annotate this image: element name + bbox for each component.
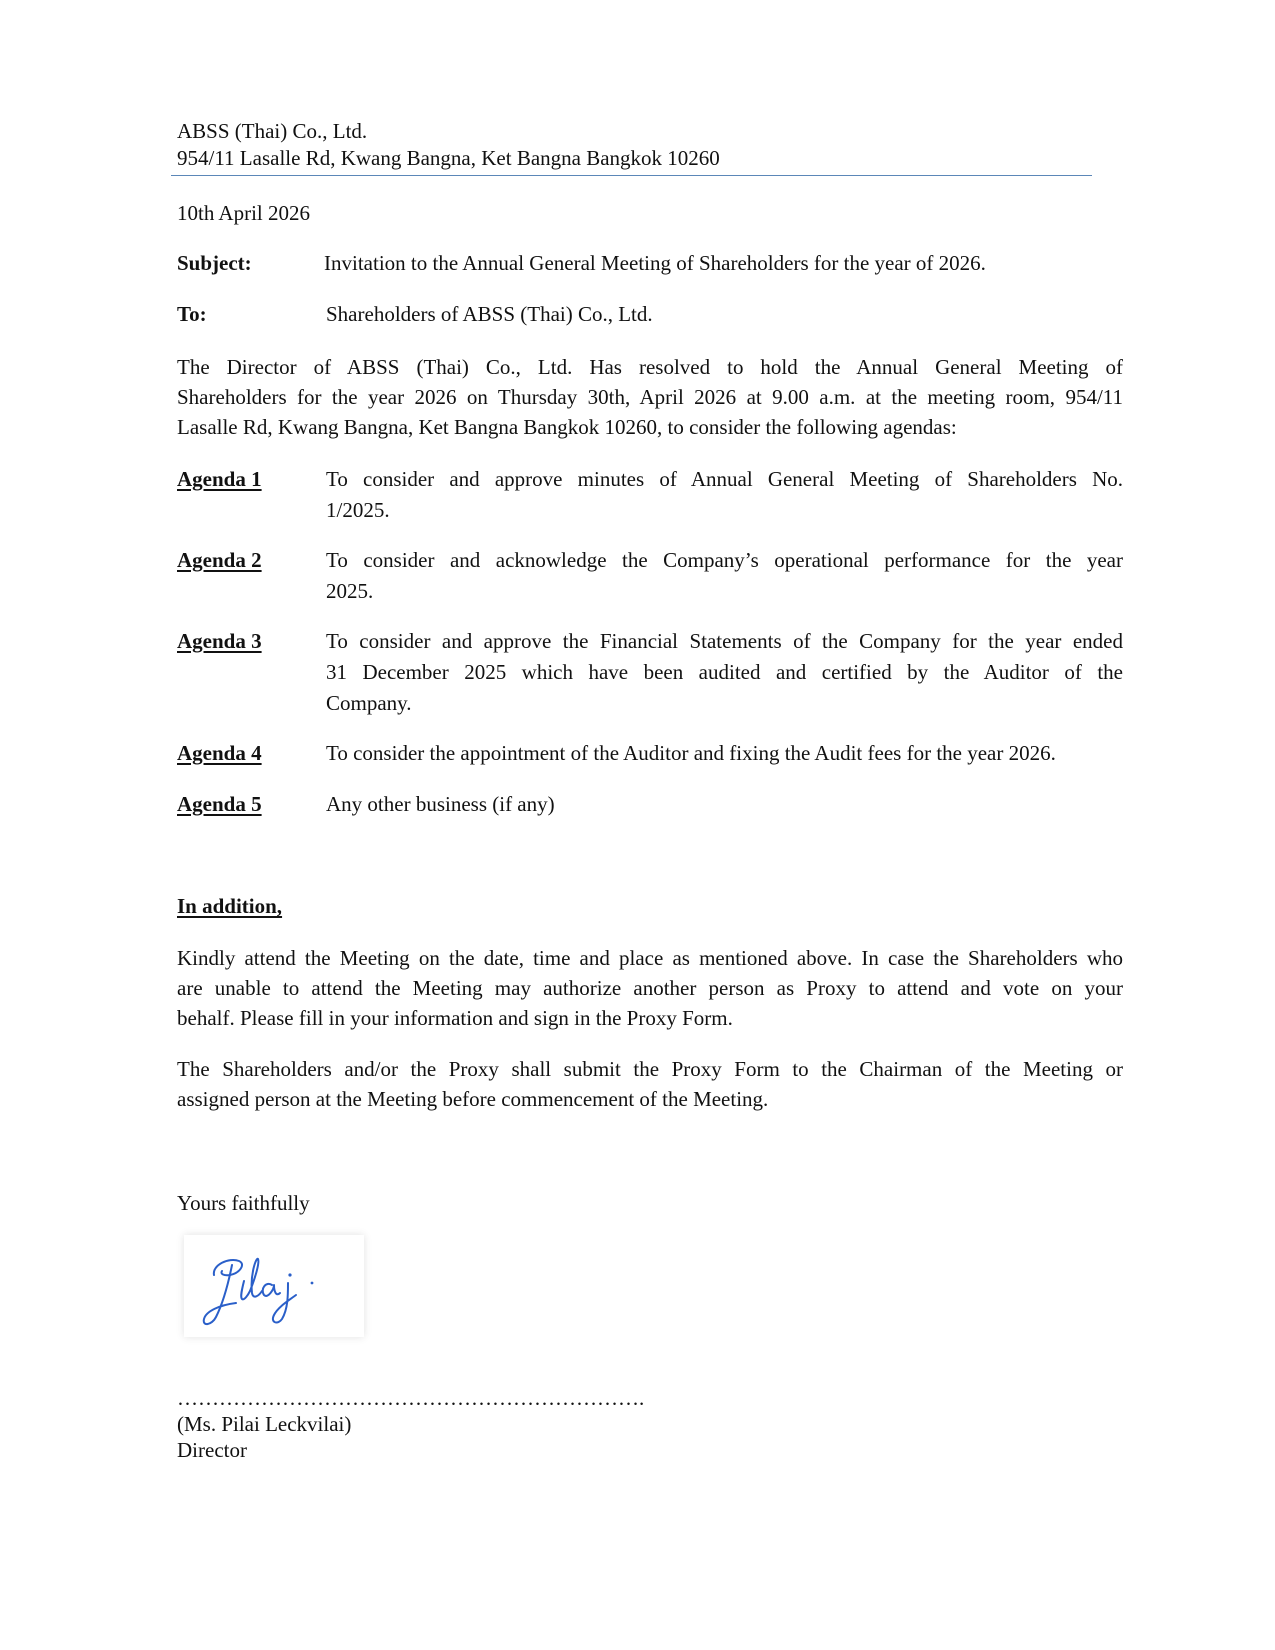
addition-line: Kindly attend the Meeting on the date, time and place as mentioned above. In case the Shareholders who <box>177 946 1123 970</box>
subject-text: Invitation to the Annual General Meeting of Shareholders for the year of 2026. <box>324 251 986 275</box>
agenda-1-label: Agenda 1 <box>177 467 262 491</box>
letter-date: 10th April 2026 <box>177 201 311 225</box>
agenda-line: 1/2025. <box>326 498 390 522</box>
header-rule <box>171 175 1092 176</box>
addition-line: are unable to attend the Meeting may authorize another person as Proxy to attend and vote on your <box>177 976 1123 1000</box>
agenda-2-label: Agenda 2 <box>177 548 262 572</box>
to-text: Shareholders of ABSS (Thai) Co., Ltd. <box>326 302 653 326</box>
intro-line: Shareholders for the year 2026 on Thursday 30th, April 2026 at 9.00 a.m. at the meeting room, 954/11 <box>177 385 1123 409</box>
signature-image <box>184 1235 364 1337</box>
company-name: ABSS (Thai) Co., Ltd. <box>177 119 368 143</box>
closing-salutation: Yours faithfully <box>177 1191 310 1215</box>
signature-dotted-line: …………………………………………………………. <box>177 1386 645 1410</box>
intro-line: The Director of ABSS (Thai) Co., Ltd. Has resolved to hold the Annual General Meeting of <box>177 355 1123 379</box>
agenda-line: To consider and approve the Financial Statements of the Company for the year ended <box>326 629 1123 653</box>
addition-heading: In addition, <box>177 894 283 918</box>
agenda-line: 31 December 2025 which have been audited and certified by the Auditor of the <box>326 660 1123 684</box>
addition-paragraph-2 <box>177 1054 1123 1114</box>
agenda-3-label: Agenda 3 <box>177 629 262 653</box>
intro-line: Lasalle Rd, Kwang Bangna, Ket Bangna Bangkok 10260, to consider the following agendas: <box>177 415 957 439</box>
to-label: To: <box>177 302 207 326</box>
agenda-line: To consider the appointment of the Auditor and fixing the Audit fees for the year 2026. <box>326 741 1056 765</box>
signatory-title: Director <box>177 1438 247 1462</box>
subject-label: Subject: <box>177 251 252 275</box>
intro-paragraph <box>177 352 1123 442</box>
signatory-name: (Ms. Pilai Leckvilai) <box>177 1412 352 1436</box>
agenda-3-text <box>326 628 1123 716</box>
addition-paragraph-1 <box>177 943 1123 1033</box>
agenda-line: To consider and approve minutes of Annual General Meeting of Shareholders No. <box>326 467 1123 491</box>
addition-line: behalf. Please fill in your information and sign in the Proxy Form. <box>177 1006 733 1030</box>
signature-drawing <box>184 1235 364 1337</box>
agenda-2-text <box>326 547 1123 604</box>
agenda-line: To consider and acknowledge the Company’s operational performance for the year <box>326 548 1123 572</box>
company-address: 954/11 Lasalle Rd, Kwang Bangna, Ket Bangna Bangkok 10260 <box>177 146 720 170</box>
agenda-4-label: Agenda 4 <box>177 741 262 765</box>
agenda-1-text <box>326 466 1123 523</box>
addition-line: assigned person at the Meeting before commencement of the Meeting. <box>177 1087 769 1111</box>
addition-line: The Shareholders and/or the Proxy shall submit the Proxy Form to the Chairman of the Meeting or <box>177 1057 1123 1081</box>
agenda-4-text <box>326 740 1123 766</box>
agenda-5-text <box>326 791 1123 817</box>
agenda-line: Company. <box>326 691 412 715</box>
agenda-line: Any other business (if any) <box>326 792 555 816</box>
agenda-line: 2025. <box>326 579 374 603</box>
agenda-5-label: Agenda 5 <box>177 792 262 816</box>
